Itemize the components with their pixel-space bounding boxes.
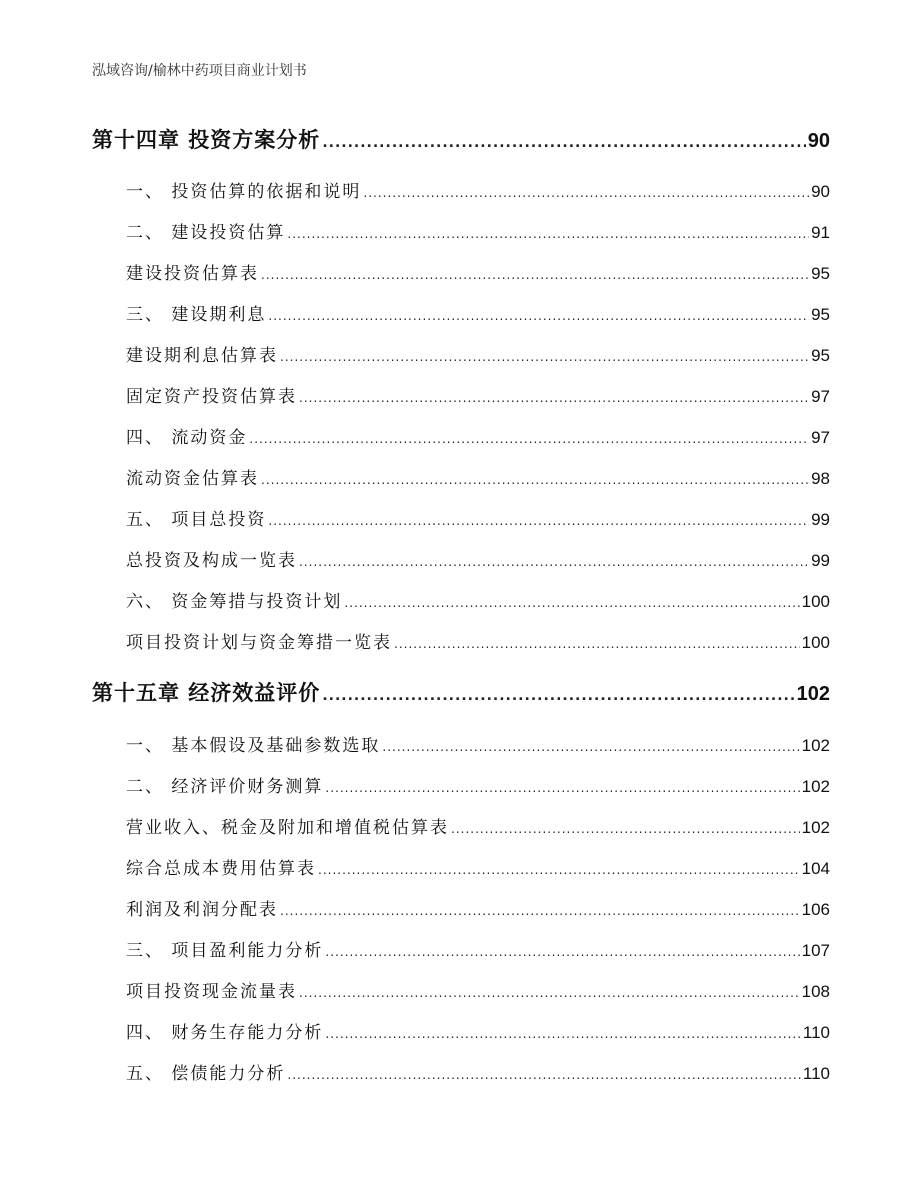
- toc-title: 五、 偿债能力分析: [126, 1064, 286, 1084]
- toc-page: 95: [811, 264, 830, 283]
- toc-title: 利润及利润分配表: [126, 900, 278, 920]
- toc-title: 流动资金估算表: [126, 469, 259, 489]
- toc-page: 97: [811, 387, 830, 406]
- toc-entry[interactable]: [92, 300, 830, 325]
- toc-page: 95: [811, 305, 830, 324]
- toc-page: 90: [807, 130, 830, 152]
- dot-leader: [451, 822, 800, 836]
- toc-title: 一、 基本假设及基础参数选取: [126, 736, 381, 756]
- toc-entry[interactable]: [92, 813, 830, 838]
- toc-entry[interactable]: [92, 1059, 830, 1084]
- toc-entry[interactable]: [92, 772, 830, 797]
- dot-leader: [344, 596, 799, 610]
- toc-entry[interactable]: [92, 628, 830, 653]
- toc-chapter-14[interactable]: [92, 124, 830, 154]
- dot-leader: [322, 135, 805, 151]
- toc-title: 综合总成本费用估算表: [126, 859, 316, 879]
- toc-entry[interactable]: [92, 936, 830, 961]
- toc-title: 建设投资估算表: [126, 264, 259, 284]
- toc-entry[interactable]: [92, 259, 830, 284]
- toc-chapter-15[interactable]: [92, 677, 830, 707]
- toc-entry[interactable]: [92, 341, 830, 366]
- dot-leader: [261, 473, 809, 487]
- toc-page: 102: [801, 736, 830, 755]
- toc-entry[interactable]: [92, 977, 830, 1002]
- toc-entry[interactable]: [92, 587, 830, 612]
- dot-leader: [363, 186, 809, 200]
- toc-page: 102: [796, 683, 830, 705]
- toc-page: 99: [811, 510, 830, 529]
- dot-leader: [299, 986, 800, 1000]
- toc-page: 91: [811, 223, 830, 242]
- toc-page: 107: [801, 941, 830, 960]
- toc-title: 三、 项目盈利能力分析: [126, 941, 324, 961]
- toc-title: 一、 投资估算的依据和说明: [126, 182, 362, 202]
- toc-page: 102: [801, 777, 830, 796]
- toc-page: 100: [801, 592, 830, 611]
- toc-entry[interactable]: [92, 218, 830, 243]
- dot-leader: [268, 309, 809, 323]
- dot-leader: [287, 227, 809, 241]
- toc-entry[interactable]: [92, 854, 830, 879]
- toc-entry[interactable]: [92, 546, 830, 571]
- toc-title: 五、 项目总投资: [126, 510, 267, 530]
- toc-entry[interactable]: [92, 177, 830, 202]
- toc-entry[interactable]: [92, 423, 830, 448]
- dot-leader: [249, 432, 809, 446]
- toc-title: 营业收入、税金及附加和增值税估算表: [126, 818, 449, 838]
- toc-title: 四、 流动资金: [126, 428, 248, 448]
- toc-title: 第十四章 投资方案分析: [92, 127, 321, 152]
- dot-leader: [394, 637, 800, 651]
- toc-page: 110: [802, 1023, 830, 1042]
- toc-page: 97: [811, 428, 830, 447]
- dot-leader: [261, 268, 809, 282]
- dot-leader: [280, 350, 809, 364]
- toc-entry[interactable]: [92, 1018, 830, 1043]
- toc-title: 二、 建设投资估算: [126, 223, 286, 243]
- toc-entry[interactable]: [92, 505, 830, 530]
- toc-entry[interactable]: [92, 464, 830, 489]
- dot-leader: [325, 945, 799, 959]
- toc-page: 99: [811, 551, 830, 570]
- toc-title: 六、 资金筹措与投资计划: [126, 592, 343, 612]
- dot-leader: [287, 1068, 800, 1082]
- toc-title: 第十五章 经济效益评价: [92, 680, 321, 705]
- toc-page: 106: [801, 900, 830, 919]
- toc-entry[interactable]: [92, 382, 830, 407]
- dot-leader: [280, 904, 800, 918]
- dot-leader: [322, 688, 794, 704]
- dot-leader: [318, 863, 800, 877]
- dot-leader: [299, 555, 809, 569]
- running-header: 泓域咨询/榆林中药项目商业计划书: [92, 63, 307, 79]
- toc-entry[interactable]: [92, 731, 830, 756]
- toc-page: 110: [802, 1064, 830, 1083]
- toc-page: 95: [811, 346, 830, 365]
- toc-page: 98: [811, 469, 830, 488]
- toc-title: 三、 建设期利息: [126, 305, 267, 325]
- toc-title: 四、 财务生存能力分析: [126, 1023, 324, 1043]
- toc-page: 104: [801, 859, 830, 878]
- toc-entry[interactable]: [92, 895, 830, 920]
- toc-title: 建设期利息估算表: [126, 346, 278, 366]
- toc-title: 总投资及构成一览表: [126, 551, 297, 571]
- dot-leader: [325, 1027, 800, 1041]
- toc-title: 项目投资现金流量表: [126, 982, 297, 1002]
- toc-title: 固定资产投资估算表: [126, 387, 297, 407]
- dot-leader: [268, 514, 809, 528]
- toc-title: 二、 经济评价财务测算: [126, 777, 324, 797]
- toc-title: 项目投资计划与资金筹措一览表: [126, 633, 392, 653]
- toc-page: 102: [801, 818, 830, 837]
- dot-leader: [299, 391, 809, 405]
- toc-page: 100: [801, 633, 830, 652]
- dot-leader: [325, 781, 799, 795]
- toc-page: 108: [801, 982, 830, 1001]
- dot-leader: [382, 740, 799, 754]
- toc-page: 90: [811, 182, 830, 201]
